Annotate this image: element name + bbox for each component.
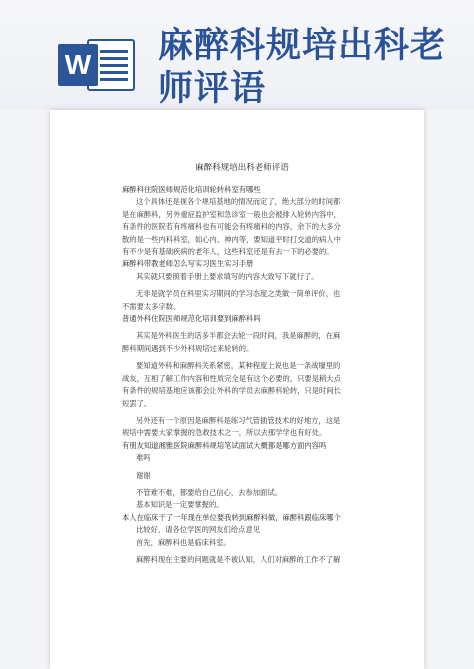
paragraph-line: 麻醉科现在主要的问题就是不被认知，人们对麻醉的工作不了解 bbox=[136, 554, 341, 564]
document-heading: 麻醉科规培出科老师评语 bbox=[195, 163, 289, 173]
section-heading: 本人在临床干了一年现在单位要我转到麻醉科做，麻醉科跟临床哪个 bbox=[122, 512, 341, 522]
paragraph-line: 其实就只要照着手册上要求填写的内容大致写下就行了。 bbox=[136, 271, 319, 281]
header-banner bbox=[0, 0, 474, 110]
paragraph-line: 这个具体还是视各个规培基地的情况而定了，绝大部分的时间都 bbox=[136, 197, 341, 207]
paragraph-line: 有条件的医院若有疼痛科也有可能会有疼痛科的内容，余下的大多分 bbox=[122, 222, 341, 232]
paragraph-line: 另外还有一个原因是麻醉科是练习气管插管技术的好地方，这是 bbox=[136, 415, 341, 425]
paragraph-line: 短罢了。 bbox=[122, 398, 152, 408]
page-title-line-1: 麻醉科规培出科老 bbox=[158, 25, 447, 66]
paragraph-line: 醉科期间遇到不少外科规培过来轮转的。 bbox=[122, 343, 254, 353]
paragraph-line: 首先，麻醉科也是临床科室。 bbox=[136, 537, 231, 547]
paragraph-line: 不管难不难，都要给自己信心，去参加面试。 bbox=[136, 487, 282, 497]
paragraph-line: 要知道外科和麻醉科关系紧密，某种程度上说也是一条战壕里的 bbox=[136, 361, 341, 371]
paragraph-line: 其实是外科医生的话多半都会去轮一段时间，我是麻醉的，在麻 bbox=[136, 331, 341, 341]
page-title bbox=[158, 24, 458, 110]
section-heading: 普通外科住院医师规范化培训要到麻醉科吗 bbox=[122, 314, 261, 324]
paragraph-line: 难吗 bbox=[136, 453, 151, 463]
section-heading: 有朋友知道湘雅医院麻醉科规培笔试面试大概都是哪方面内容吗 bbox=[122, 440, 327, 450]
document-page bbox=[50, 110, 424, 669]
paragraph-line: 谢谢 bbox=[136, 470, 151, 480]
paragraph-line: 规培中需要大家掌握的急救技术之一，所以去那学学也有好处。 bbox=[122, 428, 327, 438]
paragraph-line: 比较好，请各位学医的网友们给点意见 bbox=[136, 525, 261, 535]
paragraph-line: 是在麻醉科，另外重症监护室和急诊室一般也会被排入轮转内容中， bbox=[122, 209, 341, 219]
paragraph-line: 无非是就学员在科里实习期间的学习态度之类做一简单评价，也 bbox=[136, 289, 341, 299]
section-heading: 麻醉科住院医师规范化培训轮转科室有哪些 bbox=[122, 185, 261, 194]
paragraph-line: 散的是一些内科科室，如心内、神内等，要知道平时打交道的病人中 bbox=[122, 234, 341, 244]
section-heading: 麻醉科带教老师怎么写实习医生实习手册 bbox=[122, 259, 254, 269]
paragraph-line: 有不少是有基础疾病的老年人，这些科室还是有去一下的必要的。 bbox=[122, 247, 334, 257]
paragraph-line: 基本知识是一定要掌握的。 bbox=[136, 500, 224, 510]
paragraph-line: 有条件的规培基地应该都会让外科的学员去麻醉科轮转，只是时间长 bbox=[122, 386, 341, 396]
document-body bbox=[122, 162, 362, 566]
page-title-line-2: 师评语 bbox=[158, 68, 267, 109]
word-document-icon bbox=[58, 38, 136, 92]
paragraph-line: 战友，互相了解工作内容和性质完全是有这个必要的，只要是稍大点 bbox=[122, 373, 341, 383]
word-logo-letter: W bbox=[64, 49, 92, 80]
paragraph-line: 不需要太多字数。 bbox=[122, 301, 181, 311]
